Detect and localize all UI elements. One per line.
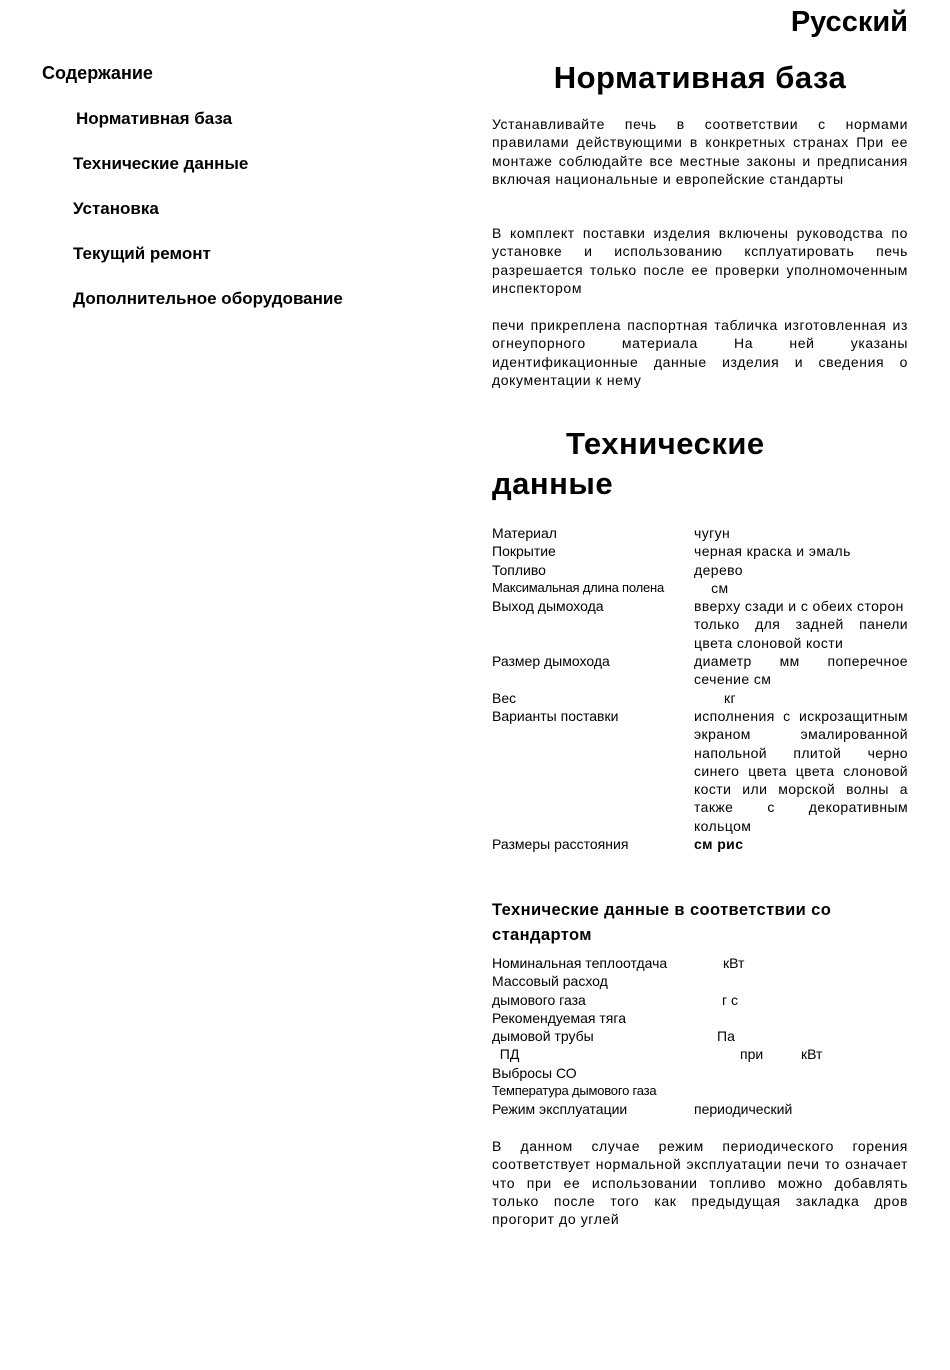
list-item: Выбросы СО — [492, 1064, 577, 1081]
list-item: Номинальная теплоотдача кВт — [492, 955, 745, 971]
standard-table — [492, 954, 908, 1119]
row-value: исполнения с искрозащитным экраном эмалированной напольной плитой черно синего цвета цвета слоновой кости или морской волны а также с декоративным кольцом — [694, 707, 908, 834]
row-key: Покрытие — [492, 543, 556, 560]
tech-table — [492, 524, 908, 853]
toc-item-install[interactable]: Установка — [73, 199, 159, 218]
normative-paragraph-1: Устанавливайте печь в соответствии с нормами правилами действующими в конкретных странах При ее монтаже соблюдайте все местные законы и предписания включая национальные и европейские стандарты — [492, 116, 908, 187]
list-item: дымового газа г с — [492, 991, 738, 1008]
tech-title — [492, 424, 908, 504]
list-item: Температура дымового газа — [492, 1083, 657, 1099]
row-value: черная краска и эмаль — [694, 543, 851, 560]
table-row — [492, 524, 908, 542]
toc-title: Содержание — [42, 63, 153, 83]
table-row — [492, 579, 908, 597]
list-item: дымовой трубы Па — [492, 1028, 735, 1045]
list-item: Рекомендуемая тяга — [492, 1009, 626, 1026]
row-value: см рис — [694, 836, 744, 853]
list-item: ПД при кВт — [492, 1046, 823, 1063]
table-row — [492, 652, 908, 689]
list-item: Массовый расход — [492, 973, 608, 990]
table-row — [492, 597, 908, 615]
row-key: Размер дымохода — [492, 653, 610, 670]
standard-title: Технические данные в соответствии со стандартом — [492, 901, 832, 944]
normative-paragraph-3: печи прикреплена паспортная табличка изготовленная из огнеупорного материала На ней указаны идентификационные данные изделия и сведения о документации к нему — [492, 317, 908, 388]
tech-title-line-2: данные — [492, 466, 614, 501]
table-row — [492, 835, 908, 853]
row-value: вверху сзади и с обеих сторон — [694, 598, 904, 615]
table-row — [492, 615, 908, 652]
row-value: только для задней панели цвета слоновой кости — [694, 616, 908, 651]
toc-item-accessories[interactable]: Дополнительное оборудование — [73, 289, 343, 308]
row-value: см — [694, 579, 729, 596]
table-row — [492, 561, 908, 579]
row-key — [492, 615, 694, 652]
standard-note: В данном случае режим периодического горения соответствует нормальной эксплуатации печи то означает что при ее использовании топливо можно добавлять только после того как предыдущая закладка дров прогорит до углей — [492, 1138, 908, 1228]
table-row — [492, 542, 908, 560]
row-key: Максимальная длина полена — [492, 579, 665, 595]
row-value: чугун — [694, 525, 731, 541]
table-row — [492, 689, 908, 707]
normative-paragraph-2: В комплект поставки изделия включены руководства по установке и использованию ксплуатировать печь разрешается только после ее проверки уполномоченным инспектором — [492, 225, 908, 296]
toc-item-tech[interactable]: Технические данные — [73, 154, 249, 173]
row-key: Варианты поставки — [492, 707, 619, 724]
tech-title-line-1: Технические — [566, 426, 765, 461]
normative-title: Нормативная база — [553, 60, 847, 95]
row-key: Выход дымохода — [492, 598, 604, 615]
row-value: дерево — [694, 561, 743, 578]
row-key: Материал — [492, 525, 557, 541]
list-item: Режим эксплуатации периодический — [492, 1101, 793, 1118]
toc-item-maintenance[interactable]: Текущий ремонт — [73, 244, 211, 263]
table-row — [492, 707, 908, 835]
row-key: Топливо — [492, 561, 546, 578]
toc-item-normative[interactable]: Нормативная база — [76, 109, 233, 128]
row-value: кг — [694, 689, 737, 706]
row-value: диаметр мм поперечное сечение см — [694, 653, 908, 688]
row-key: Вес — [492, 689, 517, 706]
language-label: Русский — [790, 6, 908, 38]
row-key: Размеры расстояния — [492, 836, 629, 853]
